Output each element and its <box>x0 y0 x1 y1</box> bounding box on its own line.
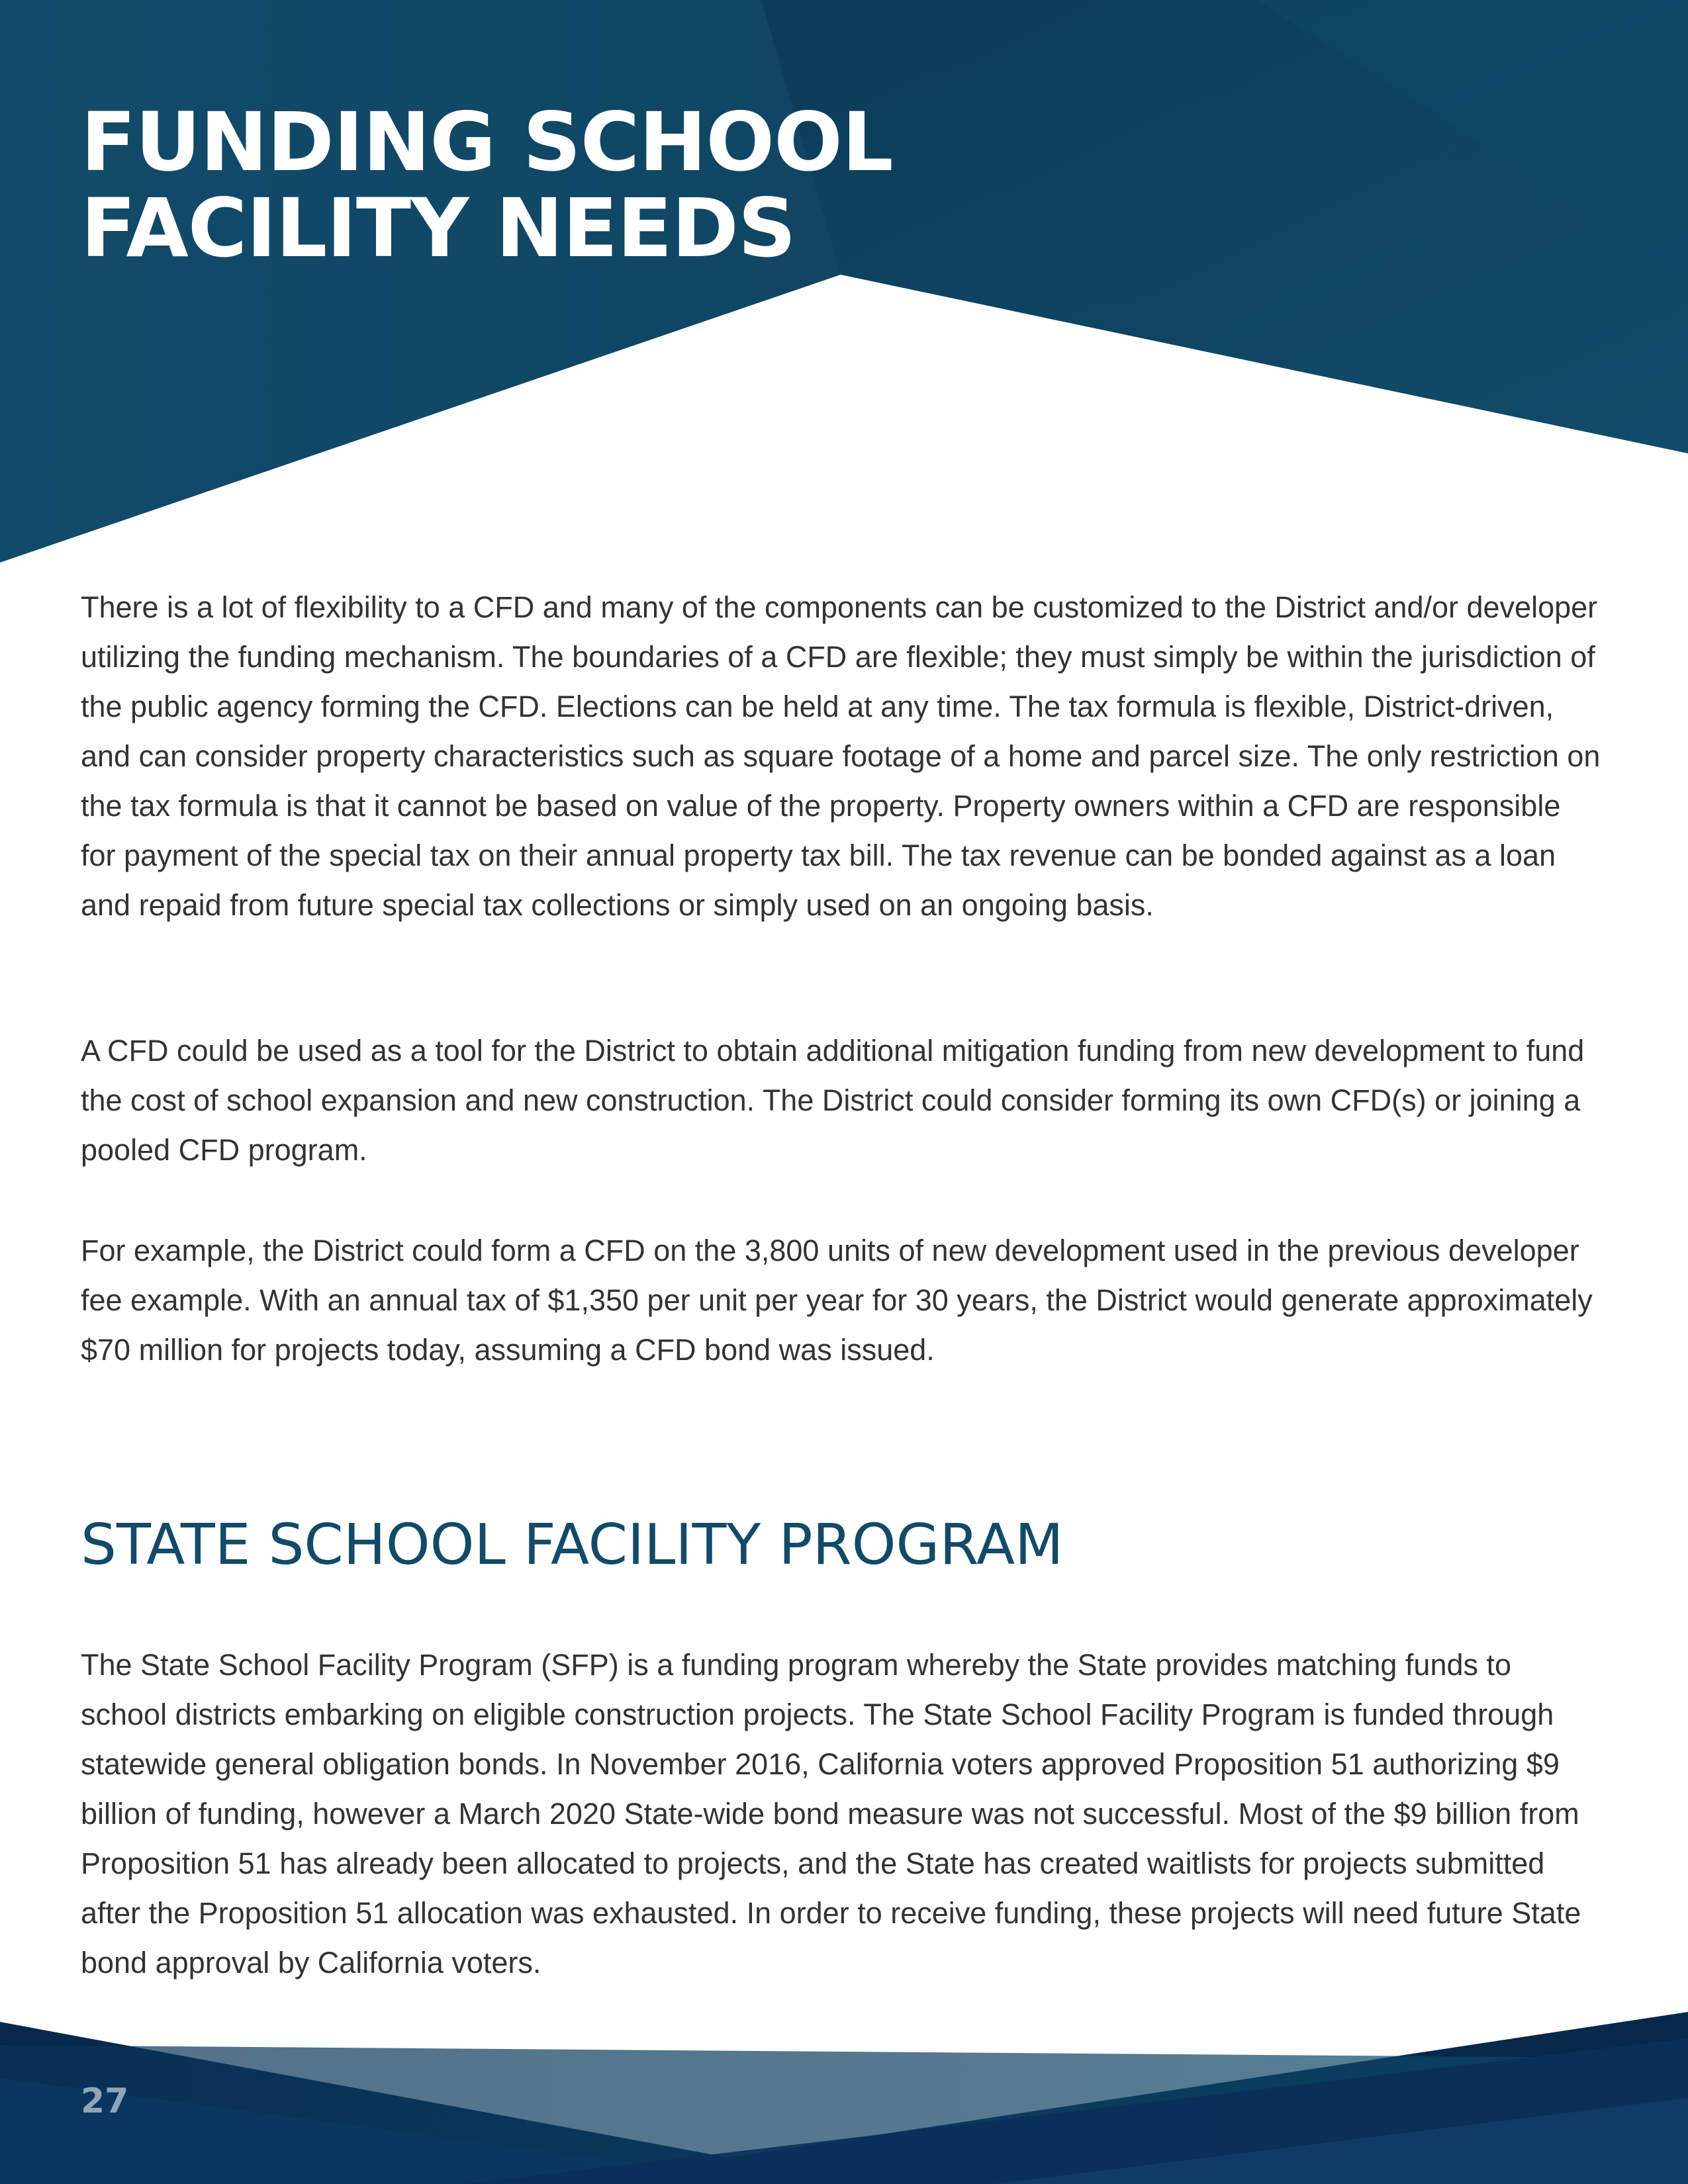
page-title <box>81 95 893 275</box>
paragraph-text: There is a lot of flexibility to a CFD and many of the components can be customized to the District and/or developer utilizing the funding mechanism. The boundaries of a CFD are flexible; they must simply be within the jurisdiction of the public agency forming the CFD. Elections can be held at any time. The tax formula is flexible, District-driven, and can consider property characteristics such as square footage of a home and parcel size. The only restriction on the tax formula is that it cannot be based on value of the property. Property owners within a CFD are responsible for payment of the special tax on their annual property tax bill. The tax revenue can be bonded against as a loan and repaid from future special tax collections or simply used on an ongoing basis. <box>81 590 1601 922</box>
page-title-line-1: FUNDING SCHOOL <box>81 95 893 189</box>
paragraph-text: For example, the District could form a CFD on the 3,800 units of new development used in the previous developer fee example. With an annual tax of $1,350 per unit per year for 30 years, the District would generate approximately $70 million for projects today, assuming a CFD bond was issued. <box>81 1234 1593 1367</box>
cfd-example-paragraph <box>81 1226 1603 1375</box>
cfd-tool-paragraph <box>81 1026 1603 1175</box>
paragraph-text: A CFD could be used as a tool for the District to obtain additional mitigation funding from new development to fund the cost of school expansion and new construction. The District could consider forming its own CFD(s) or joining a pooled CFD program. <box>81 1034 1585 1167</box>
paragraph-text: The State School Facility Program (SFP) is a funding program whereby the State provides matching funds to school districts embarking on eligible construction projects. The State School Facility Program is funded through statewide general obligation bonds. In November 2016, California voters approved Proposition 51 authorizing $9 billion of funding, however a March 2020 State-wide bond measure was not successful. Most of the $9 billion from Proposition 51 has already been allocated to projects, and the State has created waitlists for projects submitted after the Proposition 51 allocation was exhausted. In order to receive funding, these projects will need future State bond approval by California voters. <box>81 1648 1581 1979</box>
cfd-flexibility-paragraph <box>81 582 1603 930</box>
section-heading: STATE SCHOOL FACILITY PROGRAM <box>81 1512 1064 1578</box>
page-title-line-2: FACILITY NEEDS <box>81 181 796 275</box>
sfp-paragraph <box>81 1640 1603 1987</box>
page-number: 27 <box>81 2081 129 2121</box>
header-banner <box>0 0 1688 563</box>
footer-banner <box>0 2012 1688 2184</box>
